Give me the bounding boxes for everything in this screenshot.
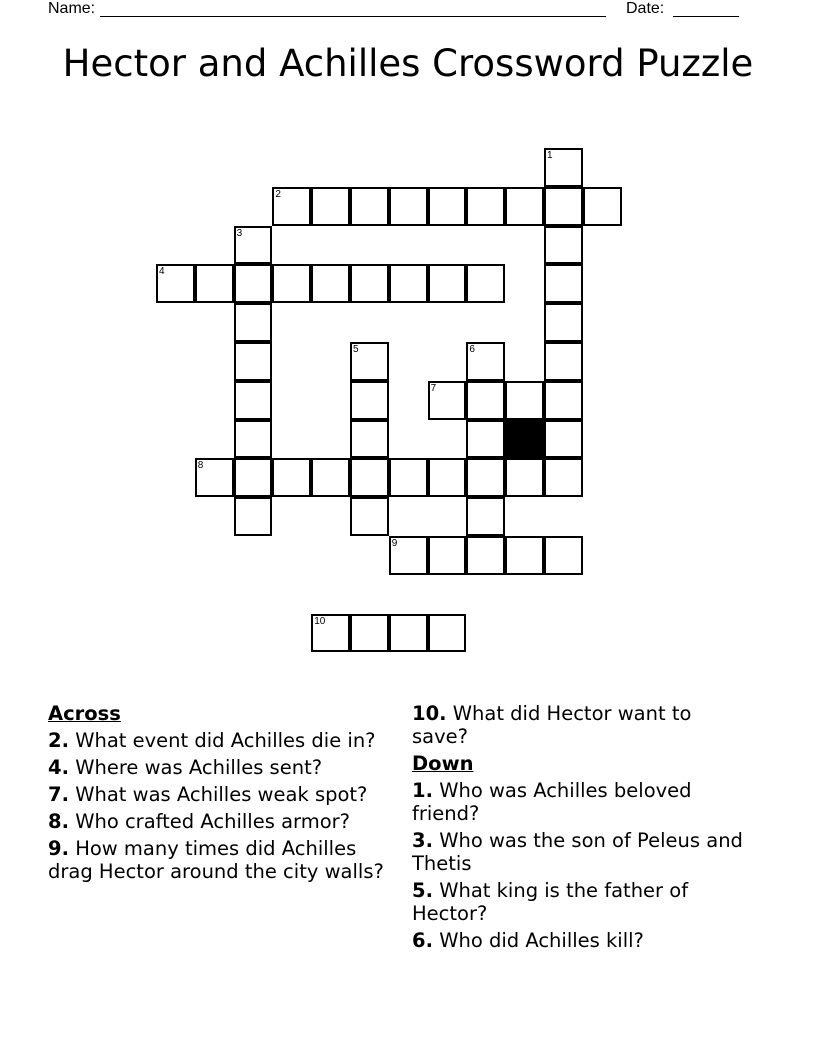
grid-cell[interactable]	[234, 381, 273, 420]
name-label: Name:	[48, 0, 96, 17]
grid-cell[interactable]	[234, 497, 273, 536]
grid-cell[interactable]	[389, 536, 428, 575]
down-heading: Down	[412, 752, 474, 775]
grid-cell[interactable]	[234, 226, 273, 265]
grid-cell[interactable]	[505, 458, 544, 497]
grid-block-cell	[505, 420, 544, 459]
grid-cell[interactable]	[311, 187, 350, 226]
grid-cell[interactable]	[466, 497, 505, 536]
grid-clue-number: 6	[469, 344, 475, 355]
grid-cell[interactable]	[272, 458, 311, 497]
grid-cell[interactable]	[272, 264, 311, 303]
clue-down-3: 3. Who was the son of Peleus and Thetis	[412, 829, 743, 875]
grid-cell[interactable]	[466, 458, 505, 497]
grid-cell[interactable]	[505, 536, 544, 575]
page-title: Hector and Achilles Crossword Puzzle	[62, 42, 754, 85]
grid-cell[interactable]	[544, 381, 583, 420]
clue-down-5: 5. What king is the father of Hector?	[412, 879, 689, 925]
grid-cell[interactable]	[544, 536, 583, 575]
grid-cell[interactable]	[544, 187, 583, 226]
grid-cell[interactable]	[466, 187, 505, 226]
grid-cell[interactable]	[466, 264, 505, 303]
grid-cell[interactable]	[234, 264, 273, 303]
clue-across-4: 4. Where was Achilles sent?	[48, 756, 323, 779]
grid-clue-number: 9	[391, 538, 398, 549]
grid-cell[interactable]	[389, 458, 428, 497]
grid-cell[interactable]	[350, 264, 389, 303]
grid-cell[interactable]	[350, 458, 389, 497]
grid-cell[interactable]	[505, 187, 544, 226]
clue-down-1: 1. Who was Achilles beloved friend?	[412, 779, 692, 825]
grid-cell[interactable]	[311, 264, 350, 303]
clues-column-right	[412, 702, 752, 956]
grid-cell[interactable]	[428, 187, 467, 226]
grid-cell[interactable]	[466, 342, 505, 381]
grid-cell[interactable]	[350, 497, 389, 536]
grid-cell[interactable]	[195, 264, 234, 303]
grid-cell[interactable]	[272, 187, 311, 226]
grid-clue-number: 8	[197, 460, 204, 472]
grid-cell[interactable]	[544, 148, 583, 187]
grid-cell[interactable]	[428, 381, 467, 420]
grid-cell[interactable]	[234, 303, 273, 342]
grid-cell[interactable]	[544, 458, 583, 497]
grid-cell[interactable]	[544, 226, 583, 265]
clue-across-8: 8. Who crafted Achilles armor?	[48, 810, 350, 833]
grid-clue-number: 4	[159, 266, 165, 278]
grid-cell[interactable]	[350, 187, 389, 226]
grid-cell[interactable]	[311, 614, 350, 653]
clue-across-10: 10. What did Hector want to save?	[412, 702, 692, 748]
grid-cell[interactable]	[544, 264, 583, 303]
grid-clue-number: 7	[430, 382, 437, 394]
grid-clue-number: 10	[314, 615, 326, 627]
clue-across-2: 2. What event did Achilles die in?	[48, 729, 376, 752]
grid-clue-number: 3	[236, 227, 243, 239]
grid-cell[interactable]	[156, 264, 195, 303]
grid-cell[interactable]	[428, 614, 467, 653]
grid-cell[interactable]	[350, 614, 389, 653]
grid-cell[interactable]	[428, 536, 467, 575]
clue-down-6: 6. Who did Achilles kill?	[412, 929, 644, 952]
grid-cell[interactable]	[234, 420, 273, 459]
grid-cell[interactable]	[466, 381, 505, 420]
grid-cell[interactable]	[234, 458, 273, 497]
grid-cell[interactable]	[389, 264, 428, 303]
grid-clue-number: 2	[275, 188, 281, 200]
grid-cell[interactable]	[466, 420, 505, 459]
grid-cell[interactable]	[350, 381, 389, 420]
grid-cell[interactable]	[195, 458, 234, 497]
across-heading: Across	[48, 702, 121, 725]
grid-cell[interactable]	[234, 342, 273, 381]
grid-cell[interactable]	[505, 381, 544, 420]
grid-cell[interactable]	[428, 264, 467, 303]
date-label: Date:	[626, 0, 665, 17]
grid-cell[interactable]	[350, 342, 389, 381]
grid-cell[interactable]	[389, 187, 428, 226]
grid-cell[interactable]	[466, 536, 505, 575]
grid-cell[interactable]	[428, 458, 467, 497]
clue-across-7: 7. What was Achilles weak spot?	[48, 783, 368, 806]
clues-column-left	[48, 702, 393, 887]
grid-clue-number: 5	[353, 344, 359, 355]
grid-cell[interactable]	[311, 458, 350, 497]
grid-cell[interactable]	[544, 342, 583, 381]
grid-cell[interactable]	[544, 303, 583, 342]
grid-cell[interactable]	[583, 187, 622, 226]
grid-cell[interactable]	[544, 420, 583, 459]
grid-clue-number: 1	[547, 150, 553, 161]
grid-cell[interactable]	[389, 614, 428, 653]
clue-across-9: 9. How many times did Achilles drag Hector around the city walls?	[48, 837, 384, 883]
grid-cell[interactable]	[350, 420, 389, 459]
